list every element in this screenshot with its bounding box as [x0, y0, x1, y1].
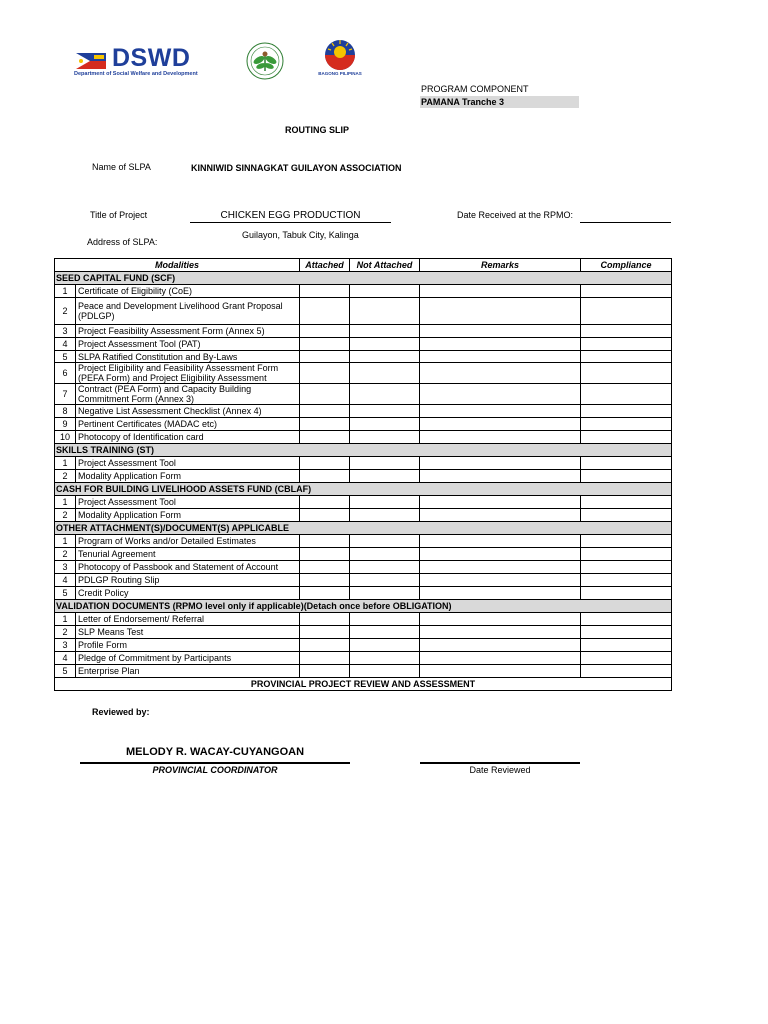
not-attached-cell[interactable]	[350, 285, 420, 298]
compliance-cell[interactable]	[581, 496, 672, 509]
compliance-cell[interactable]	[581, 363, 672, 384]
section-title: OTHER ATTACHMENT(S)/DOCUMENT(S) APPLICABLE	[55, 522, 672, 535]
item-number: 2	[55, 626, 76, 639]
item-number: 10	[55, 431, 76, 444]
remarks-cell[interactable]	[420, 639, 581, 652]
remarks-cell[interactable]	[420, 509, 581, 522]
compliance-cell[interactable]	[581, 325, 672, 338]
not-attached-cell[interactable]	[350, 535, 420, 548]
remarks-cell[interactable]	[420, 496, 581, 509]
table-row	[55, 639, 672, 652]
attached-cell[interactable]	[300, 639, 350, 652]
item-number: 3	[55, 639, 76, 652]
item-number: 2	[55, 548, 76, 561]
item-modality: Pertinent Certificates (MADAC etc)	[76, 418, 300, 431]
attached-cell[interactable]	[300, 285, 350, 298]
not-attached-cell[interactable]	[350, 613, 420, 626]
slpa-address-label: Address of SLPA:	[87, 237, 158, 247]
attached-cell[interactable]	[300, 535, 350, 548]
header-not-attached: Not Attached	[350, 259, 420, 272]
not-attached-cell[interactable]	[350, 431, 420, 444]
remarks-cell[interactable]	[420, 548, 581, 561]
not-attached-cell[interactable]	[350, 298, 420, 325]
section-header-row	[55, 600, 672, 613]
item-modality: Tenurial Agreement	[76, 548, 300, 561]
item-number: 1	[55, 285, 76, 298]
table-header-row	[55, 259, 672, 272]
item-number: 5	[55, 665, 76, 678]
item-number: 7	[55, 384, 76, 405]
date-received-label: Date Received at the RPMO:	[457, 210, 574, 220]
item-modality: Modality Application Form	[76, 470, 300, 483]
item-modality: Enterprise Plan	[76, 665, 300, 678]
attached-cell[interactable]	[300, 325, 350, 338]
routing-slip-table	[54, 258, 672, 691]
item-modality: Negative List Assessment Checklist (Annex 4)	[76, 405, 300, 418]
table-row	[55, 384, 672, 405]
not-attached-cell[interactable]	[350, 561, 420, 574]
attached-cell[interactable]	[300, 351, 350, 363]
remarks-cell[interactable]	[420, 285, 581, 298]
not-attached-cell[interactable]	[350, 639, 420, 652]
item-modality: Photocopy of Identification card	[76, 431, 300, 444]
item-number: 5	[55, 587, 76, 600]
table-row	[55, 574, 672, 587]
item-number: 1	[55, 457, 76, 470]
table-row	[55, 285, 672, 298]
section-header-row	[55, 272, 672, 285]
dswd-wordmark: DSWD	[112, 44, 191, 72]
attached-cell[interactable]	[300, 496, 350, 509]
header-remarks: Remarks	[420, 259, 581, 272]
header-compliance: Compliance	[581, 259, 672, 272]
compliance-cell[interactable]	[581, 285, 672, 298]
item-modality: Program of Works and/or Detailed Estimates	[76, 535, 300, 548]
provincial-review-heading: PROVINCIAL PROJECT REVIEW AND ASSESSMENT	[55, 678, 672, 691]
remarks-cell[interactable]	[420, 574, 581, 587]
header-attached: Attached	[300, 259, 350, 272]
attached-cell[interactable]	[300, 418, 350, 431]
attached-cell[interactable]	[300, 548, 350, 561]
item-number: 5	[55, 351, 76, 363]
project-title-value: CHICKEN EGG PRODUCTION	[190, 210, 391, 223]
remarks-cell[interactable]	[420, 652, 581, 665]
item-number: 2	[55, 298, 76, 325]
attached-cell[interactable]	[300, 626, 350, 639]
attached-cell[interactable]	[300, 574, 350, 587]
item-modality: SLP Means Test	[76, 626, 300, 639]
date-received-field[interactable]	[580, 222, 671, 223]
dswd-logo	[72, 44, 224, 78]
not-attached-cell[interactable]	[350, 363, 420, 384]
reviewed-by-label: Reviewed by:	[92, 707, 150, 717]
item-number: 4	[55, 652, 76, 665]
attached-cell[interactable]	[300, 363, 350, 384]
item-modality: Project Assessment Tool (PAT)	[76, 338, 300, 351]
section-title: SKILLS TRAINING (ST)	[55, 444, 672, 457]
compliance-cell[interactable]	[581, 405, 672, 418]
not-attached-cell[interactable]	[350, 587, 420, 600]
not-attached-cell[interactable]	[350, 652, 420, 665]
item-modality: Certificate of Eligibility (CoE)	[76, 285, 300, 298]
section-title: CASH FOR BUILDING LIVELIHOOD ASSETS FUND (CBLAF)	[55, 483, 672, 496]
not-attached-cell[interactable]	[350, 405, 420, 418]
item-number: 2	[55, 470, 76, 483]
not-attached-cell[interactable]	[350, 496, 420, 509]
item-number: 1	[55, 535, 76, 548]
remarks-cell[interactable]	[420, 665, 581, 678]
dswd-flag-icon	[72, 50, 110, 72]
item-modality: PDLGP Routing Slip	[76, 574, 300, 587]
item-number: 1	[55, 496, 76, 509]
not-attached-cell[interactable]	[350, 548, 420, 561]
item-modality: Photocopy of Passbook and Statement of Account	[76, 561, 300, 574]
compliance-cell[interactable]	[581, 535, 672, 548]
item-modality: Profile Form	[76, 639, 300, 652]
table-row	[55, 587, 672, 600]
table-row	[55, 418, 672, 431]
program-component-value: PAMANA Tranche 3	[420, 96, 579, 108]
item-modality: Modality Application Form	[76, 509, 300, 522]
compliance-cell[interactable]	[581, 665, 672, 678]
item-number: 3	[55, 561, 76, 574]
compliance-cell[interactable]	[581, 561, 672, 574]
remarks-cell[interactable]	[420, 431, 581, 444]
remarks-cell[interactable]	[420, 613, 581, 626]
section-title: SEED CAPITAL FUND (SCF)	[55, 272, 672, 285]
compliance-cell[interactable]	[581, 587, 672, 600]
compliance-cell[interactable]	[581, 652, 672, 665]
attached-cell[interactable]	[300, 457, 350, 470]
not-attached-cell[interactable]	[350, 626, 420, 639]
attached-cell[interactable]	[300, 431, 350, 444]
item-modality: Project Assessment Tool	[76, 457, 300, 470]
item-modality: Peace and Development Livelihood Grant Proposal (PDLGP)	[76, 298, 300, 325]
program-component-label: PROGRAM COMPONENT	[421, 84, 529, 94]
table-row	[55, 338, 672, 351]
reviewer-name: MELODY R. WACAY-CUYANGOAN	[125, 746, 305, 758]
not-attached-cell[interactable]	[350, 338, 420, 351]
remarks-cell[interactable]	[420, 587, 581, 600]
item-number: 6	[55, 363, 76, 384]
item-modality: Contract (PEA Form) and Capacity Building Commitment Form (Annex 3)	[76, 384, 300, 405]
remarks-cell[interactable]	[420, 535, 581, 548]
compliance-cell[interactable]	[581, 384, 672, 405]
attached-cell[interactable]	[300, 652, 350, 665]
compliance-cell[interactable]	[581, 418, 672, 431]
compliance-cell[interactable]	[581, 639, 672, 652]
not-attached-cell[interactable]	[350, 509, 420, 522]
remarks-cell[interactable]	[420, 351, 581, 363]
attached-cell[interactable]	[300, 470, 350, 483]
table-row	[55, 457, 672, 470]
table-row	[55, 548, 672, 561]
item-number: 9	[55, 418, 76, 431]
remarks-cell[interactable]	[420, 338, 581, 351]
table-row	[55, 363, 672, 384]
not-attached-cell[interactable]	[350, 351, 420, 363]
not-attached-cell[interactable]	[350, 470, 420, 483]
not-attached-cell[interactable]	[350, 457, 420, 470]
attached-cell[interactable]	[300, 384, 350, 405]
table-row	[55, 470, 672, 483]
not-attached-cell[interactable]	[350, 665, 420, 678]
remarks-cell[interactable]	[420, 470, 581, 483]
reviewer-title: PROVINCIAL COORDINATOR	[152, 765, 278, 775]
page-title: ROUTING SLIP	[284, 125, 349, 135]
compliance-cell[interactable]	[581, 574, 672, 587]
table-footer-row	[55, 678, 672, 691]
table-row	[55, 431, 672, 444]
item-number: 1	[55, 613, 76, 626]
attached-cell[interactable]	[300, 405, 350, 418]
section-header-row	[55, 444, 672, 457]
table-row	[55, 626, 672, 639]
compliance-cell[interactable]	[581, 457, 672, 470]
date-reviewed-label: Date Reviewed	[469, 765, 531, 775]
bagong-pilipinas-caption: BAGONG PILIPINAS	[318, 71, 362, 76]
item-modality: Credit Policy	[76, 587, 300, 600]
attached-cell[interactable]	[300, 665, 350, 678]
compliance-cell[interactable]	[581, 298, 672, 325]
item-modality: Project Assessment Tool	[76, 496, 300, 509]
item-number: 2	[55, 509, 76, 522]
table-row	[55, 496, 672, 509]
attached-cell[interactable]	[300, 338, 350, 351]
attached-cell[interactable]	[300, 298, 350, 325]
item-modality: Project Feasibility Assessment Form (Annex 5)	[76, 325, 300, 338]
compliance-cell[interactable]	[581, 626, 672, 639]
item-number: 3	[55, 325, 76, 338]
item-number: 4	[55, 338, 76, 351]
not-attached-cell[interactable]	[350, 384, 420, 405]
remarks-cell[interactable]	[420, 626, 581, 639]
compliance-cell[interactable]	[581, 548, 672, 561]
item-number: 8	[55, 405, 76, 418]
item-modality: SLPA Ratified Constitution and By-Laws	[76, 351, 300, 363]
remarks-cell[interactable]	[420, 298, 581, 325]
compliance-cell[interactable]	[581, 470, 672, 483]
item-number: 4	[55, 574, 76, 587]
compliance-cell[interactable]	[581, 509, 672, 522]
section-header-row	[55, 522, 672, 535]
table-row	[55, 535, 672, 548]
not-attached-cell[interactable]	[350, 574, 420, 587]
remarks-cell[interactable]	[420, 325, 581, 338]
attached-cell[interactable]	[300, 561, 350, 574]
item-modality: Project Eligibility and Feasibility Assessment Form (PEFA Form) and Project Eligibility Assessment	[76, 363, 300, 384]
not-attached-cell[interactable]	[350, 325, 420, 338]
compliance-cell[interactable]	[581, 613, 672, 626]
table-row	[55, 613, 672, 626]
agency-seal-logo	[246, 42, 284, 80]
table-row	[55, 652, 672, 665]
bagong-pilipinas-icon	[310, 38, 370, 72]
table-row	[55, 298, 672, 325]
section-header-row	[55, 483, 672, 496]
table-row	[55, 405, 672, 418]
remarks-cell[interactable]	[420, 418, 581, 431]
table-row	[55, 665, 672, 678]
header-modalities: Modalities	[55, 259, 300, 272]
compliance-cell[interactable]	[581, 351, 672, 363]
compliance-cell[interactable]	[581, 431, 672, 444]
not-attached-cell[interactable]	[350, 418, 420, 431]
slpa-name-value: KINNIWID SINNAGKAT GUILAYON ASSOCIATION	[191, 163, 402, 173]
remarks-cell[interactable]	[420, 561, 581, 574]
project-title-label: Title of Project	[90, 210, 148, 220]
item-modality: Pledge of Commitment by Participants	[76, 652, 300, 665]
table-row	[55, 509, 672, 522]
remarks-cell[interactable]	[420, 457, 581, 470]
table-row	[55, 351, 672, 363]
table-row	[55, 561, 672, 574]
attached-cell[interactable]	[300, 509, 350, 522]
date-reviewed-field[interactable]	[420, 762, 580, 764]
dswd-subtitle: Department of Social Welfare and Development	[74, 71, 198, 77]
table-body	[55, 272, 672, 691]
bagong-pilipinas-logo	[310, 38, 370, 80]
table-row	[55, 325, 672, 338]
compliance-cell[interactable]	[581, 338, 672, 351]
attached-cell[interactable]	[300, 587, 350, 600]
seal-icon	[246, 42, 284, 80]
slpa-address-value: Guilayon, Tabuk City, Kalinga	[242, 230, 359, 240]
attached-cell[interactable]	[300, 613, 350, 626]
section-title: VALIDATION DOCUMENTS (RPMO level only if applicable)(Detach once before OBLIGATION)	[55, 600, 672, 613]
signature-line	[80, 762, 350, 764]
remarks-cell[interactable]	[420, 405, 581, 418]
slpa-name-label: Name of SLPA	[92, 162, 151, 172]
item-modality: Letter of Endorsement/ Referral	[76, 613, 300, 626]
remarks-cell[interactable]	[420, 384, 581, 405]
remarks-cell[interactable]	[420, 363, 581, 384]
